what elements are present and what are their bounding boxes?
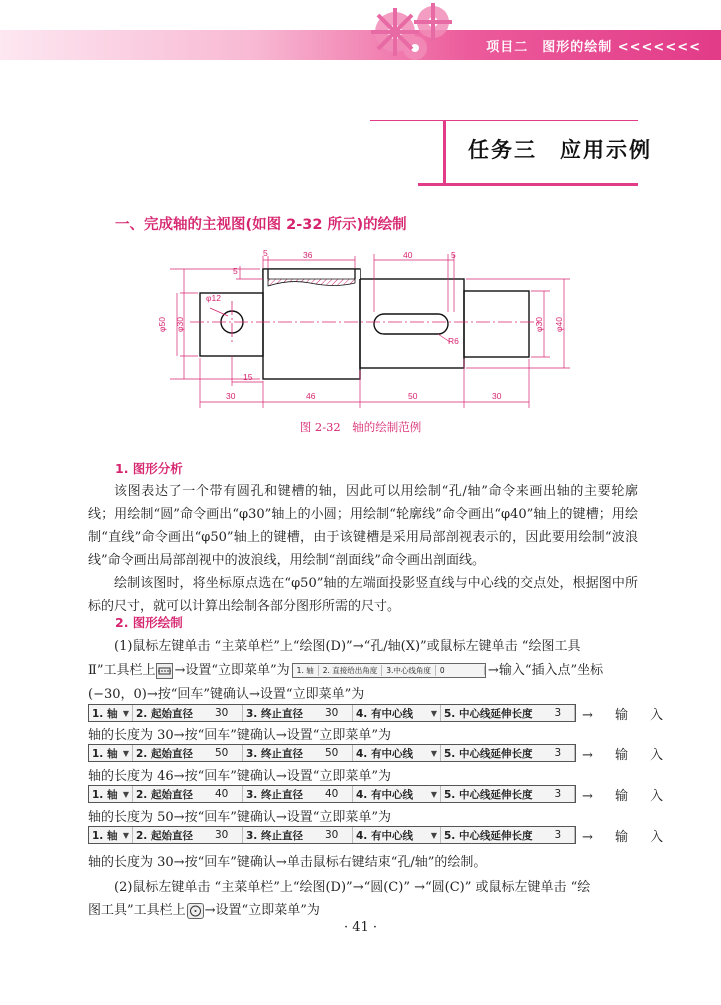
dim-phi30-right: φ30 xyxy=(534,317,544,332)
section-heading: 一、完成轴的主视图(如图 2-32 所示)的绘制 xyxy=(115,217,407,233)
menu-cell[interactable] xyxy=(89,827,133,843)
menu-cell-value[interactable]: 30 xyxy=(324,707,339,719)
dropdown-arrow-icon[interactable]: ▼ xyxy=(122,789,129,799)
dim-5-left: 5 xyxy=(233,266,238,276)
drawing-heading: 2. 图形绘制 xyxy=(115,615,183,630)
menu-cell[interactable] xyxy=(243,745,353,761)
menu-cell-label: 2. 起始直径 xyxy=(136,747,193,760)
menu-cell-label: 4. 有中心线 xyxy=(356,747,413,760)
menu-cell[interactable] xyxy=(89,786,133,802)
dim-phi12: φ12 xyxy=(206,293,221,303)
step2-line-a: (2)鼠标左键单击 “主菜单栏”上“绘图(D)”→“圆(C)” →“圆(C)” 或鼠标左键单击 “绘 xyxy=(114,880,591,895)
dim-50: 50 xyxy=(408,391,418,401)
menu-cell[interactable] xyxy=(133,745,243,761)
menu-cell-label: 5. 中心线延伸长度 xyxy=(444,747,533,760)
step1-text-pre: Ⅱ”工具栏上 xyxy=(88,663,156,678)
task-bottom-rule xyxy=(418,183,638,186)
menu-cell[interactable] xyxy=(353,745,441,761)
small-menu-cell-2[interactable]: 2. 直接给出角度 xyxy=(319,665,383,676)
hole-axis-tool-icon[interactable] xyxy=(156,663,173,679)
menu-cell-value[interactable]: 3 xyxy=(554,829,562,841)
dropdown-arrow-icon[interactable]: ▼ xyxy=(430,708,437,718)
menu-suffix-text: → 输 入 xyxy=(582,708,673,723)
gear-decoration-icon xyxy=(355,0,475,62)
dim-30-a: 30 xyxy=(226,391,236,401)
menu-cell-label: 5. 中心线延伸长度 xyxy=(444,829,533,842)
dim-phi40: φ40 xyxy=(554,317,564,332)
shaft-drawing xyxy=(150,246,580,416)
menu-cell[interactable] xyxy=(133,786,243,802)
small-menu-value[interactable]: 0 xyxy=(436,666,485,675)
dim-phi30-left: φ30 xyxy=(175,317,185,332)
task-top-rule xyxy=(370,120,638,121)
task-vertical-rule xyxy=(443,120,446,184)
step-after-line: 轴的长度为 30→按“回车”键确认→单击鼠标右键结束“孔/轴”的绘制。 xyxy=(88,855,487,870)
menu-cell[interactable] xyxy=(133,705,243,721)
menu-cell-label: 5. 中心线延伸长度 xyxy=(444,788,533,801)
menu-cell-value[interactable]: 3 xyxy=(554,747,562,759)
dropdown-arrow-icon[interactable]: ▼ xyxy=(122,748,129,758)
step-after-line: 轴的长度为 46→按“回车”键确认→设置“立即菜单”为 xyxy=(88,769,392,784)
dim-36: 36 xyxy=(303,250,313,260)
menu-suffix-text: → 输 入 xyxy=(582,789,673,804)
dropdown-arrow-icon[interactable]: ▼ xyxy=(430,789,437,799)
step2-line-b xyxy=(88,899,320,919)
menu-cell-label: 3. 终止直径 xyxy=(246,747,303,760)
circle-tool-icon[interactable] xyxy=(187,903,204,919)
analysis-heading: 1. 图形分析 xyxy=(115,461,183,476)
dim-40: 40 xyxy=(403,250,413,260)
page-header xyxy=(0,0,721,62)
menu-cell-label: 1. 轴 xyxy=(92,829,118,842)
menu-cell-label: 5. 中心线延伸长度 xyxy=(444,707,533,720)
menu-cell-value[interactable]: 40 xyxy=(214,788,229,800)
step1-text-post: →输入“插入点”坐标 xyxy=(487,663,604,678)
menu-cell[interactable] xyxy=(441,786,575,802)
menu-cell-label: 3. 终止直径 xyxy=(246,707,303,720)
menu-cell-label: 3. 终止直径 xyxy=(246,829,303,842)
menu-cell[interactable] xyxy=(353,786,441,802)
figure-caption: 图 2-32 轴的绘制范例 xyxy=(299,420,422,434)
step-after-line: 轴的长度为 30→按“回车”键确认→设置“立即菜单”为 xyxy=(88,728,392,743)
menu-cell-label: 4. 有中心线 xyxy=(356,829,413,842)
dim-5-top: 5 xyxy=(263,248,268,258)
hatch-area xyxy=(268,279,355,286)
menu-cell-value[interactable]: 40 xyxy=(324,788,339,800)
page-number: · 41 · xyxy=(343,920,378,935)
menu-cell-value[interactable]: 30 xyxy=(214,707,229,719)
menu-cell-label: 1. 轴 xyxy=(92,788,118,801)
dropdown-arrow-icon[interactable]: ▼ xyxy=(430,748,437,758)
menu-cell[interactable] xyxy=(243,705,353,721)
dim-phi50: φ50 xyxy=(157,317,167,332)
analysis-text xyxy=(88,480,638,618)
menu-cell-value[interactable]: 30 xyxy=(324,829,339,841)
step1-line-b xyxy=(88,659,603,679)
menu-cell-value[interactable]: 50 xyxy=(324,747,339,759)
keyway-section xyxy=(263,269,360,279)
analysis-paragraph-2: 绘制该图时，将坐标原点选在“φ50”轴的左端面投影竖直线与中心线的交点处，根据图中所标的尺寸，就可以计算出绘制各部分图形所需的尺寸。 xyxy=(88,576,638,614)
dim-46: 46 xyxy=(306,391,316,401)
menu-cell[interactable] xyxy=(441,827,575,843)
menu-cell[interactable] xyxy=(89,705,133,721)
immediate-menu[interactable] xyxy=(88,704,576,722)
step1-text-mid: →设置“立即菜单”为 xyxy=(174,663,290,678)
step2-text-pre: 图工具”工具栏上 xyxy=(88,903,186,918)
menu-cell-label: 2. 起始直径 xyxy=(136,788,193,801)
menu-cell-label: 3. 终止直径 xyxy=(246,788,303,801)
immediate-menu[interactable] xyxy=(88,826,576,844)
menu-cell[interactable] xyxy=(89,745,133,761)
menu-suffix-text: → 输 入 xyxy=(582,748,673,763)
dropdown-arrow-icon[interactable]: ▼ xyxy=(122,830,129,840)
dropdown-arrow-icon[interactable]: ▼ xyxy=(430,830,437,840)
dim-30-b: 30 xyxy=(492,391,502,401)
menu-cell[interactable] xyxy=(353,827,441,843)
menu-cell-value[interactable]: 3 xyxy=(554,707,562,719)
step2-text-post: →设置“立即菜单”为 xyxy=(204,903,320,918)
project-label: 项目二 图形的绘制 <<<<<<< xyxy=(486,40,701,55)
step1-line-a: (1)鼠标左键单击 “主菜单栏”上“绘图(D)”→“孔/轴(X)”或鼠标左键单击 “绘图工具 xyxy=(114,639,581,654)
step-after-line: 轴的长度为 50→按“回车”键确认→设置“立即菜单”为 xyxy=(88,810,392,825)
task-title: 任务三 应用示例 xyxy=(468,138,652,162)
menu-cell-label: 1. 轴 xyxy=(92,707,118,720)
dim-r6: R6 xyxy=(448,336,459,346)
immediate-menu[interactable] xyxy=(88,744,576,762)
menu-suffix-text: → 输 入 xyxy=(582,830,673,845)
menu-cell[interactable] xyxy=(441,745,575,761)
dropdown-arrow-icon[interactable]: ▼ xyxy=(122,708,129,718)
menu-cell-value[interactable]: 50 xyxy=(214,747,229,759)
menu-cell[interactable] xyxy=(353,705,441,721)
small-menu-cell-3[interactable]: 3.中心线角度 xyxy=(382,665,436,676)
menu-cell-label: 2. 起始直径 xyxy=(136,829,193,842)
dim-15: 15 xyxy=(243,372,253,382)
menu-cell-label: 4. 有中心线 xyxy=(356,707,413,720)
menu-cell-value[interactable]: 30 xyxy=(214,829,229,841)
menu-cell[interactable] xyxy=(441,705,575,721)
menu-cell-label: 1. 轴 xyxy=(92,747,118,760)
step1-line-c: (−30，0)→按“回车”键确认→设置“立即菜单”为 xyxy=(88,687,365,702)
small-menu-cell-1[interactable]: 1. 轴 xyxy=(293,665,319,676)
shaft-segment-2 xyxy=(263,269,360,379)
menu-cell-label: 4. 有中心线 xyxy=(356,788,413,801)
menu-cell[interactable] xyxy=(243,827,353,843)
immediate-menu-small[interactable] xyxy=(292,663,486,678)
menu-cell[interactable] xyxy=(133,827,243,843)
menu-cell[interactable] xyxy=(243,786,353,802)
dim-5-right: 5 xyxy=(451,250,456,260)
analysis-paragraph-1: 该图表达了一个带有圆孔和键槽的轴，因此可以用绘制“孔/轴”命令来画出轴的主要轮廓线；用绘制“圆”命令画出“φ30”轴上的小圆；用绘制“轮廓线”命令画出“φ40”轴上的键槽；用绘制“直线”命令画出“φ50”轴上的键槽，由于该键槽是采用局部剖视表示的，因此要用绘制“波浪线”命令画出局部剖视中的波浪线，用绘制“剖面线”命令画出剖面线。 xyxy=(88,484,638,568)
immediate-menu[interactable] xyxy=(88,785,576,803)
keyway-slot xyxy=(374,314,448,334)
menu-cell-label: 2. 起始直径 xyxy=(136,707,193,720)
menu-cell-value[interactable]: 3 xyxy=(554,788,562,800)
shaft-segment-4 xyxy=(464,291,529,357)
